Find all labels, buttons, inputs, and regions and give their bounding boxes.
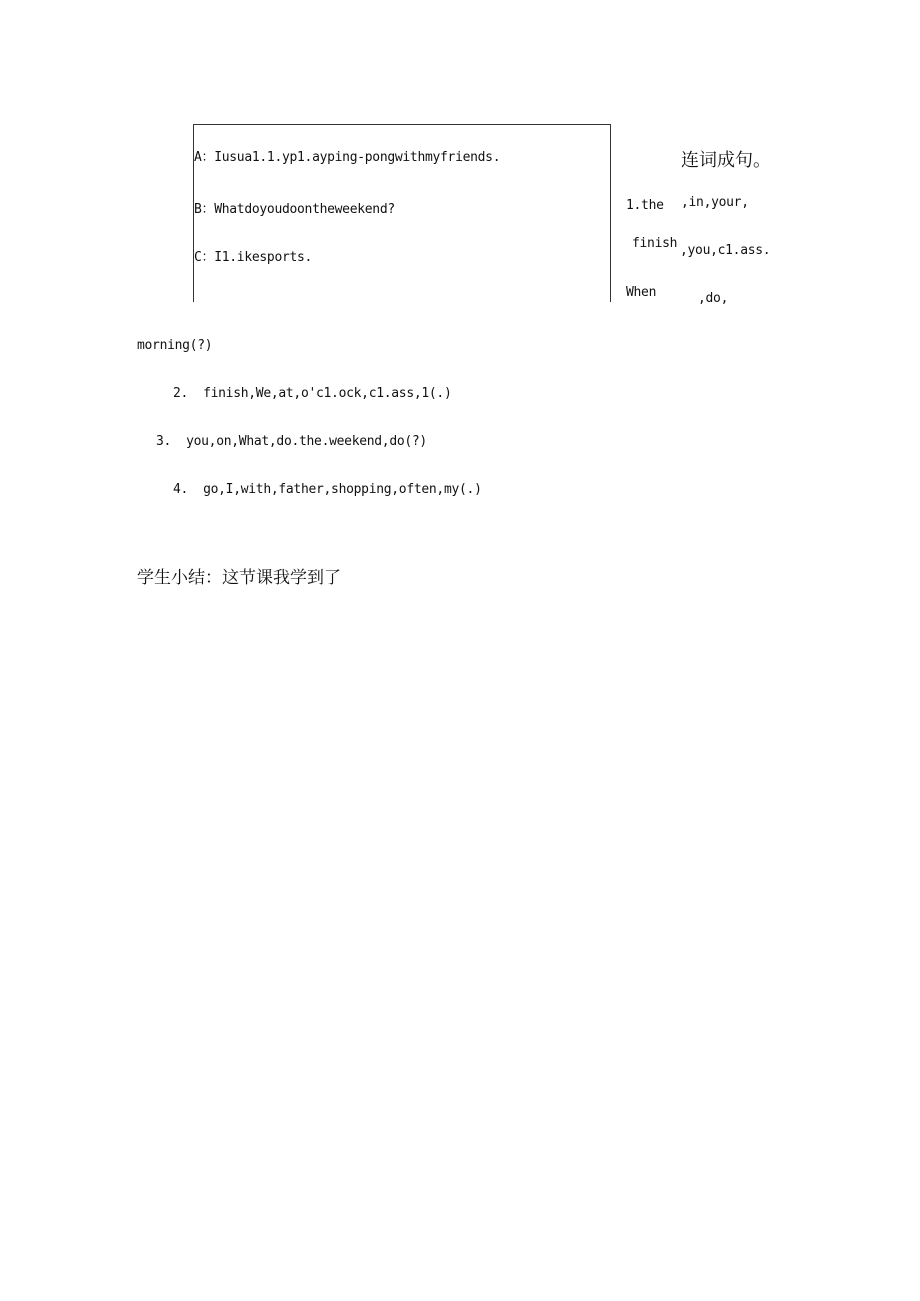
dialogue-line-b: B：Whatdoyoudoontheweekend? xyxy=(194,202,395,217)
q1-part-morning: morning(?) xyxy=(137,338,213,353)
question-2: 2. finish,We,at,o'c1.ock,c1.ass,1(.) xyxy=(173,386,452,401)
q1-part-finish: finish xyxy=(632,236,678,251)
q1-part-in-your: ,in,your, xyxy=(681,195,749,210)
summary-label: 学生小结：这节课我学到了 xyxy=(137,568,341,588)
q1-part-the: 1.the xyxy=(626,198,664,213)
question-3: 3. you,on,What,do.the.weekend,do(?) xyxy=(156,434,427,449)
q1-part-you-class: ,you,c1.ass. xyxy=(680,243,771,258)
q1-part-when: When xyxy=(626,285,657,300)
question-4: 4. go,I,with,father,shopping,often,my(.) xyxy=(173,482,482,497)
exercise-title: 连词成句。 xyxy=(681,150,771,171)
dialogue-line-a: A：Iusua1.1.yp1.ayping-pongwithmyfriends. xyxy=(194,150,501,165)
q1-part-do: ,do, xyxy=(698,291,729,306)
dialogue-line-c: C：I1.ikesports. xyxy=(194,250,313,265)
